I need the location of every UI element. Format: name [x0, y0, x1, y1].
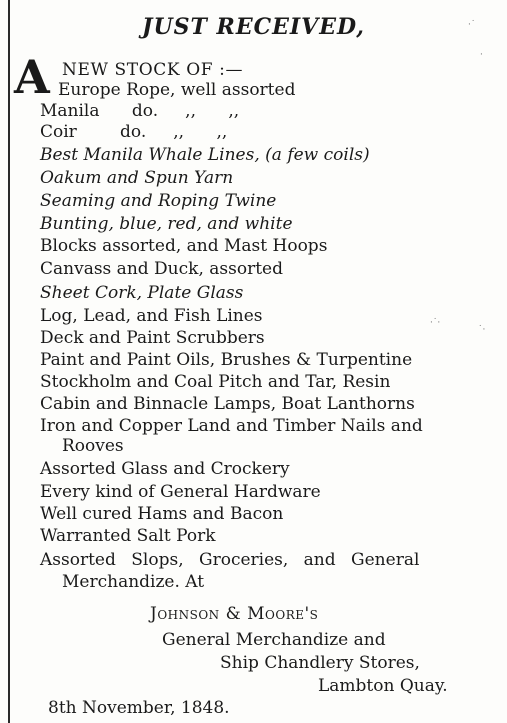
list-item: Merchandize. At	[62, 572, 205, 592]
print-speck: ·˙	[468, 20, 476, 30]
list-item: Coir do. ,, ,,	[40, 122, 228, 142]
list-item: Best Manila Whale Lines, (a few coils)	[40, 145, 370, 165]
list-item: Seaming and Roping Twine	[40, 191, 277, 211]
list-item: Log, Lead, and Fish Lines	[40, 306, 263, 326]
list-item: Assorted Glass and Crockery	[40, 459, 290, 479]
store-name: Johnson & Moore's	[150, 604, 319, 624]
print-speck: ·˙·	[430, 318, 441, 328]
store-line-3: Lambton Quay.	[318, 676, 448, 696]
print-speck: ˙·	[478, 325, 486, 335]
list-item: Paint and Paint Oils, Brushes & Turpentine	[40, 350, 413, 370]
list-item: Oakum and Spun Yarn	[40, 168, 234, 188]
list-item: Assorted Slops, Groceries, and General	[40, 550, 420, 570]
list-item: Warranted Salt Pork	[40, 526, 216, 546]
drop-cap: A	[14, 50, 50, 104]
list-item: Rooves	[62, 436, 124, 456]
ad-title: JUST RECEIVED,	[142, 14, 365, 40]
list-item: Manila do. ,, ,,	[40, 101, 240, 121]
list-item: Cabin and Binnacle Lamps, Boat Lanthorns	[40, 394, 415, 414]
list-item: Iron and Copper Land and Timber Nails and	[40, 416, 423, 436]
list-item: Sheet Cork, Plate Glass	[40, 283, 244, 303]
lead-line: NEW STOCK OF :—	[62, 60, 244, 80]
store-line-1: General Merchandize and	[162, 630, 386, 650]
store-line-2: Ship Chandlery Stores,	[220, 653, 420, 673]
list-item: Well cured Hams and Bacon	[40, 504, 284, 524]
list-item: Blocks assorted, and Mast Hoops	[40, 236, 328, 256]
list-item: Canvass and Duck, assorted	[40, 259, 283, 279]
left-column-rule	[8, 0, 10, 723]
list-item: Stockholm and Coal Pitch and Tar, Resin	[40, 372, 391, 392]
list-item: Bunting, blue, red, and white	[40, 214, 293, 234]
list-item: Deck and Paint Scrubbers	[40, 328, 265, 348]
print-speck: ·	[480, 50, 483, 60]
list-item: Every kind of General Hardware	[40, 482, 321, 502]
ad-date: 8th November, 1848.	[48, 698, 230, 718]
list-item: Europe Rope, well assorted	[58, 80, 296, 100]
